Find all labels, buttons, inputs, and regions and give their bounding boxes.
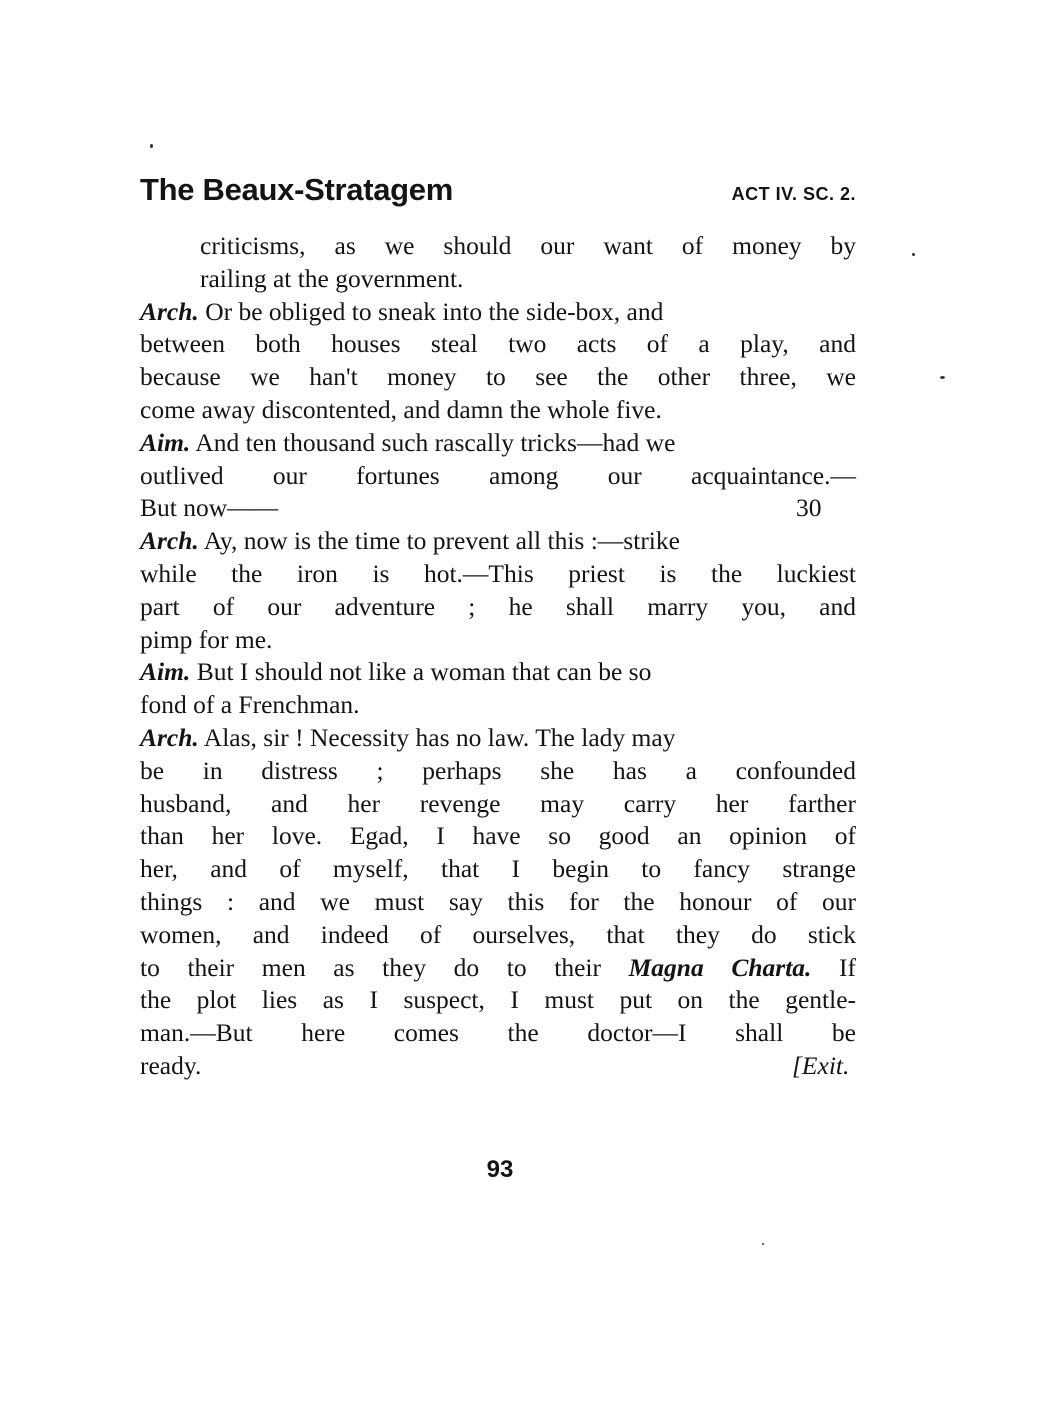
text-line: pimp for me. <box>140 624 273 654</box>
text-line: come away discontented, and damn the whole five. <box>140 394 662 424</box>
text-line: But I should not like a woman that can be so <box>196 657 652 687</box>
text-line: than her love. Egad, I have so good an opinion of <box>140 821 856 851</box>
speaker-name: Aim. <box>140 427 191 457</box>
text-line: women, and indeed of ourselves, that they do stick <box>140 919 856 949</box>
text-line: railing at the government. <box>200 263 464 293</box>
speech-archer-1 <box>140 296 856 427</box>
act-scene-label: ACT IV. SC. 2. <box>731 184 856 204</box>
text-line: ready. <box>140 1050 202 1080</box>
speaker-name: Arch. <box>140 722 199 752</box>
text-line: her, and of myself, that I begin to fancy strange <box>140 854 856 884</box>
text-line: between both houses steal two acts of a play, and <box>140 329 856 359</box>
text-line: criticisms, as we should our want of money by <box>200 231 856 260</box>
book-title: The Beaux-Stratagem <box>140 172 454 207</box>
stage-direction: [Exit. <box>792 1050 850 1080</box>
text-line: man.—But here comes the doctor—I shall be <box>140 1018 856 1048</box>
speaker-name: Arch. <box>140 526 199 556</box>
page-number: 93 <box>486 1156 514 1183</box>
text-line: husband, and her revenge may carry her farther <box>140 788 856 818</box>
text-line: while the iron is hot.—This priest is the luckiest <box>140 558 856 588</box>
speech-aimwell-1 <box>140 427 856 525</box>
text-line: But now—— <box>140 493 279 523</box>
text-line: And ten thousand such rascally tricks—had we <box>195 427 676 457</box>
text-line: things : and we must say this for the honour of our <box>140 886 856 916</box>
speaker-name: Aim. <box>140 657 191 687</box>
text-line: the plot lies as I suspect, I must put on the gentle- <box>140 985 856 1015</box>
speech-archer-2 <box>140 525 856 656</box>
text-line: Ay, now is the time to prevent all this :—strike <box>203 526 680 556</box>
text-line: be in distress ; perhaps she has a confounded <box>140 755 856 785</box>
text-line-with-italic <box>140 952 857 985</box>
scan-speck <box>940 376 945 379</box>
scan-speck <box>150 144 153 148</box>
exit-line <box>140 1050 856 1083</box>
speech-archer-3 <box>140 722 856 1083</box>
text-line: outlived our fortunes among our acquaintance.— <box>140 460 856 490</box>
numbered-line: But now—— 30 <box>200 492 856 525</box>
text-line: fond of a Frenchman. <box>140 690 360 720</box>
text-line: Or be obliged to sneak into the side-box, and <box>205 296 664 326</box>
text-line: Alas, sir ! Necessity has no law. The lady may <box>203 722 676 752</box>
play-text <box>140 230 856 1083</box>
text-fragment: to their men as they do to their <box>140 952 601 982</box>
italic-title: Magna Charta. <box>628 952 812 982</box>
text-fragment: If <box>839 952 857 982</box>
continuation-paragraph <box>140 230 856 296</box>
running-head <box>140 172 856 212</box>
scan-speck <box>762 1243 764 1245</box>
speech-aimwell-2 <box>140 656 856 722</box>
text-line: part of our adventure ; he shall marry you, and <box>140 591 856 621</box>
speaker-name: Arch. <box>140 296 199 326</box>
text-line: because we han't money to see the other three, we <box>140 362 856 392</box>
scan-speck <box>912 253 915 256</box>
